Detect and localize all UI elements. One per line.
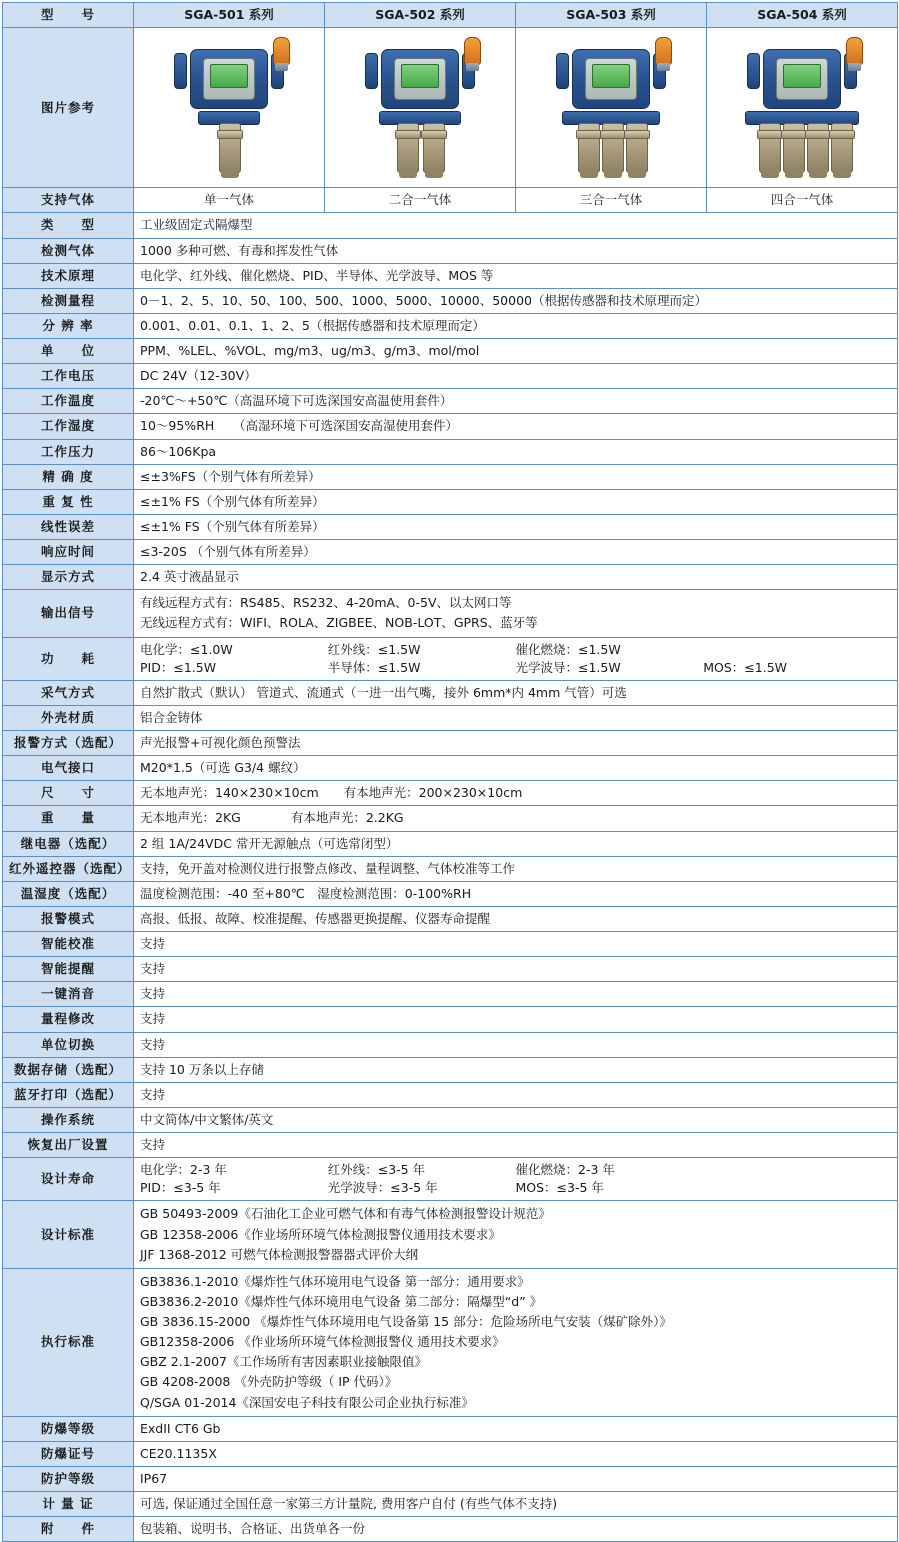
life-item: 红外线：≤3-5 年	[327, 1162, 426, 1178]
table-row	[3, 364, 898, 389]
table-row	[3, 906, 898, 931]
row-label: 工作温度	[3, 389, 134, 414]
row-label: 继电器（选配）	[3, 831, 134, 856]
row-value: 无本地声光：2KG 有本地声光：2.2KG	[134, 806, 898, 831]
table-row	[3, 1082, 898, 1107]
table-row	[3, 339, 898, 364]
row-value: ≤±1% FS（个别气体有所差异）	[134, 514, 898, 539]
row-label: 数据存储（选配）	[3, 1057, 134, 1082]
row-label: 采气方式	[3, 680, 134, 705]
row-value-design-standard	[134, 1201, 898, 1268]
row-label: 电气接口	[3, 756, 134, 781]
row-value: 铝合金铸体	[134, 705, 898, 730]
power-item: 催化燃烧：≤1.5W	[515, 641, 621, 657]
row-label: 类 型	[3, 213, 134, 238]
table-row-exec-standard	[3, 1268, 898, 1416]
gas-detector-icon	[536, 31, 686, 179]
table-row-output-signal	[3, 590, 898, 637]
table-row	[3, 982, 898, 1007]
power-item: MOS：≤1.5W	[703, 659, 788, 675]
row-label: 智能校准	[3, 932, 134, 957]
row-value: 可选, 保证通过全国任意一家第三方计量院, 费用客户自付 (有些气体不支持)	[134, 1492, 898, 1517]
gas-detector-icon	[727, 31, 877, 179]
row-value: 支持	[134, 982, 898, 1007]
table-row	[3, 1032, 898, 1057]
exec-standard-line: Q/SGA 01-2014《深国安电子科技有限公司企业执行标准》	[140, 1394, 474, 1410]
row-label: 防护等级	[3, 1466, 134, 1491]
table-row	[3, 565, 898, 590]
power-item: 电化学：≤1.0W	[140, 641, 233, 657]
row-label: 工作压力	[3, 439, 134, 464]
table-row	[3, 932, 898, 957]
row-value: 1000 多种可燃、有毒和挥发性气体	[134, 238, 898, 263]
power-item: 红外线：≤1.5W	[327, 641, 421, 657]
life-item: 光学波导：≤3-5 年	[327, 1180, 438, 1196]
row-label: 分 辨 率	[3, 313, 134, 338]
row-value-power	[134, 637, 898, 680]
table-row-gas-support	[3, 188, 898, 213]
table-row-model	[3, 3, 898, 28]
row-value: 2 组 1A/24VDC 常开无源触点（可选常闭型）	[134, 831, 898, 856]
product-image-2	[325, 28, 516, 188]
row-label-gas-support: 支持气体	[3, 188, 134, 213]
row-label: 温湿度（选配）	[3, 881, 134, 906]
table-row	[3, 1107, 898, 1132]
row-label: 重 复 性	[3, 489, 134, 514]
row-label: 防爆证号	[3, 1441, 134, 1466]
row-value: ≤3-20S （个别气体有所差异）	[134, 540, 898, 565]
row-label: 响应时间	[3, 540, 134, 565]
row-value: 2.4 英寸液晶显示	[134, 565, 898, 590]
product-image-3	[516, 28, 707, 188]
table-row	[3, 1492, 898, 1517]
design-standard-line: JJF 1368-2012 可燃气体检测报警器器式评价大纲	[140, 1246, 419, 1262]
power-item: PID：≤1.5W	[140, 659, 217, 675]
product-image-1	[134, 28, 325, 188]
row-value-exec-standard	[134, 1268, 898, 1416]
row-value: 支持	[134, 957, 898, 982]
table-row-images	[3, 28, 898, 188]
model-header-3: SGA-503 系列	[516, 3, 707, 28]
row-value: 支持	[134, 1007, 898, 1032]
table-row	[3, 389, 898, 414]
row-label: 重 量	[3, 806, 134, 831]
row-label: 技术原理	[3, 263, 134, 288]
row-value: ≤±1% FS（个别气体有所差异）	[134, 489, 898, 514]
table-row	[3, 1133, 898, 1158]
row-value: IP67	[134, 1466, 898, 1491]
row-label: 工作电压	[3, 364, 134, 389]
table-row	[3, 263, 898, 288]
row-label-output-signal: 输出信号	[3, 590, 134, 637]
row-label: 报警模式	[3, 906, 134, 931]
row-label-image: 图片参考	[3, 28, 134, 188]
row-value: -20℃～+50℃（高温环境下可选深国安高温使用套件）	[134, 389, 898, 414]
table-row	[3, 1441, 898, 1466]
row-label: 显示方式	[3, 565, 134, 590]
gas-support-4: 四合一气体	[707, 188, 898, 213]
table-row	[3, 1057, 898, 1082]
table-row-power	[3, 637, 898, 680]
row-label: 单 位	[3, 339, 134, 364]
row-value: 电化学、红外线、催化燃烧、PID、半导体、光学波导、MOS 等	[134, 263, 898, 288]
gas-detector-icon	[154, 31, 304, 179]
row-label-design-life: 设计寿命	[3, 1158, 134, 1201]
spec-sheet	[0, 2, 899, 1537]
design-standard-line: GB 50493-2009《石油化工企业可燃气体和有毒气体检测报警设计规范》	[140, 1206, 551, 1222]
row-label: 线性误差	[3, 514, 134, 539]
table-row	[3, 881, 898, 906]
row-value: 支持	[134, 1032, 898, 1057]
row-label-power: 功 耗	[3, 637, 134, 680]
row-label: 附 件	[3, 1517, 134, 1542]
table-row	[3, 831, 898, 856]
power-item: 半导体：≤1.5W	[327, 659, 421, 675]
table-row	[3, 680, 898, 705]
row-label-model: 型 号	[3, 3, 134, 28]
row-value: 温度检测范围：-40 至+80℃ 湿度检测范围：0-100%RH	[134, 881, 898, 906]
table-row	[3, 439, 898, 464]
gas-detector-icon	[345, 31, 495, 179]
output-signal-wireless: 无线远程方式有：WIFI、ROLA、ZIGBEE、NOB-LOT、GPRS、蓝牙等	[140, 615, 538, 631]
row-value: 10～95%RH （高湿环境下可选深国安高湿使用套件）	[134, 414, 898, 439]
row-value: CE20.1135X	[134, 1441, 898, 1466]
table-row	[3, 414, 898, 439]
row-label-exec-standard: 执行标准	[3, 1268, 134, 1416]
table-row	[3, 731, 898, 756]
table-row	[3, 1517, 898, 1542]
row-value: 无本地声光：140×230×10cm 有本地声光：200×230×10cm	[134, 781, 898, 806]
table-row	[3, 781, 898, 806]
row-label: 外壳材质	[3, 705, 134, 730]
row-value: ExdII CT6 Gb	[134, 1416, 898, 1441]
life-item: PID：≤3-5 年	[140, 1180, 221, 1196]
table-row	[3, 806, 898, 831]
row-label: 蓝牙打印（选配）	[3, 1082, 134, 1107]
row-value: 支持	[134, 1133, 898, 1158]
gas-support-3: 三合一气体	[516, 188, 707, 213]
row-label: 计 量 证	[3, 1492, 134, 1517]
table-row	[3, 238, 898, 263]
life-item	[703, 1179, 891, 1197]
row-label: 检测气体	[3, 238, 134, 263]
gas-support-1: 单一气体	[134, 188, 325, 213]
row-label: 防爆等级	[3, 1416, 134, 1441]
design-standard-line: GB 12358-2006《作业场所环境气体检测报警仪通用技术要求》	[140, 1226, 501, 1242]
row-value: 支持，免开盖对检测仪进行报警点修改、量程调整、气体校准等工作	[134, 856, 898, 881]
row-value: 声光报警+可视化颜色预警法	[134, 731, 898, 756]
power-item	[703, 641, 891, 659]
row-value: M20*1.5（可选 G3/4 螺纹）	[134, 756, 898, 781]
row-value: DC 24V（12-30V）	[134, 364, 898, 389]
product-image-4	[707, 28, 898, 188]
exec-standard-line: GB12358-2006 《作业场所环境气体检测报警仪 通用技术要求》	[140, 1334, 505, 1350]
model-header-4: SGA-504 系列	[707, 3, 898, 28]
row-label: 操作系统	[3, 1107, 134, 1132]
row-value: PPM、%LEL、%VOL、mg/m3、ug/m3、g/m3、mol/mol	[134, 339, 898, 364]
table-row	[3, 288, 898, 313]
specification-table	[2, 2, 898, 1542]
output-signal-wired: 有线远程方式有：RS485、RS232、4-20mA、0-5V、以太网口等	[140, 595, 512, 611]
exec-standard-line: GB 3836.15-2000 《爆炸性气体环境用电气设备第 15 部分：危险场所电气安装（煤矿除外）》	[140, 1314, 672, 1329]
row-label: 智能提醒	[3, 957, 134, 982]
exec-standard-line: GBZ 2.1-2007《工作场所有害因素职业接触限值》	[140, 1354, 428, 1370]
row-label: 一键消音	[3, 982, 134, 1007]
row-label-design-standard: 设计标准	[3, 1201, 134, 1268]
row-label: 尺 寸	[3, 781, 134, 806]
model-header-1: SGA-501 系列	[134, 3, 325, 28]
row-label: 检测量程	[3, 288, 134, 313]
life-item	[703, 1161, 891, 1179]
row-label: 报警方式（选配）	[3, 731, 134, 756]
row-value: 中文简体/中文繁体/英文	[134, 1107, 898, 1132]
table-row-design-life	[3, 1158, 898, 1201]
table-row	[3, 756, 898, 781]
row-value: 支持 10 万条以上存储	[134, 1057, 898, 1082]
power-item: 光学波导：≤1.5W	[515, 659, 621, 675]
table-row	[3, 1007, 898, 1032]
table-row	[3, 856, 898, 881]
row-value: 高报、低报、故障、校准提醒、传感器更换提醒、仪器寿命提醒	[134, 906, 898, 931]
exec-standard-line: GB3836.1-2010《爆炸性气体环境用电气设备 第一部分：通用要求》	[140, 1273, 530, 1289]
row-label: 单位切换	[3, 1032, 134, 1057]
table-row	[3, 514, 898, 539]
table-row	[3, 705, 898, 730]
table-row	[3, 464, 898, 489]
table-row	[3, 1466, 898, 1491]
life-item: 催化燃烧：2-3 年	[515, 1162, 615, 1178]
row-value-design-life	[134, 1158, 898, 1201]
row-label: 工作湿度	[3, 414, 134, 439]
row-label: 量程修改	[3, 1007, 134, 1032]
row-value: 工业级固定式隔爆型	[134, 213, 898, 238]
exec-standard-line: GB3836.2-2010《爆炸性气体环境用电气设备 第二部分：隔爆型“d” 》	[140, 1293, 543, 1309]
row-value: 86～106Kpa	[134, 439, 898, 464]
exec-standard-line: GB 4208-2008 《外壳防护等级（ IP 代码）》	[140, 1374, 398, 1390]
gas-support-2: 二合一气体	[325, 188, 516, 213]
table-row	[3, 957, 898, 982]
table-row	[3, 313, 898, 338]
row-label: 红外遥控器（选配）	[3, 856, 134, 881]
life-item: 电化学：2-3 年	[140, 1162, 227, 1178]
model-header-2: SGA-502 系列	[325, 3, 516, 28]
table-row	[3, 213, 898, 238]
row-value: 0.001、0.01、0.1、1、2、5（根据传感器和技术原理而定）	[134, 313, 898, 338]
row-label: 恢复出厂设置	[3, 1133, 134, 1158]
row-value: 支持	[134, 1082, 898, 1107]
table-row	[3, 489, 898, 514]
table-row	[3, 1416, 898, 1441]
row-value: 包装箱、说明书、合格证、出货单各一份	[134, 1517, 898, 1542]
row-value-output-signal	[134, 590, 898, 637]
row-value: 自然扩散式（默认） 管道式、流通式（一进一出气嘴，接外 6mm*内 4mm 气管）可选	[134, 680, 898, 705]
row-value: 支持	[134, 932, 898, 957]
row-value: ≤±3%FS（个别气体有所差异）	[134, 464, 898, 489]
life-item: MOS：≤3-5 年	[515, 1180, 604, 1196]
table-row-design-standard	[3, 1201, 898, 1268]
table-row	[3, 540, 898, 565]
row-label: 精 确 度	[3, 464, 134, 489]
row-value: 0－1、2、5、10、50、100、500、1000、5000、10000、50000（根据传感器和技术原理而定）	[134, 288, 898, 313]
